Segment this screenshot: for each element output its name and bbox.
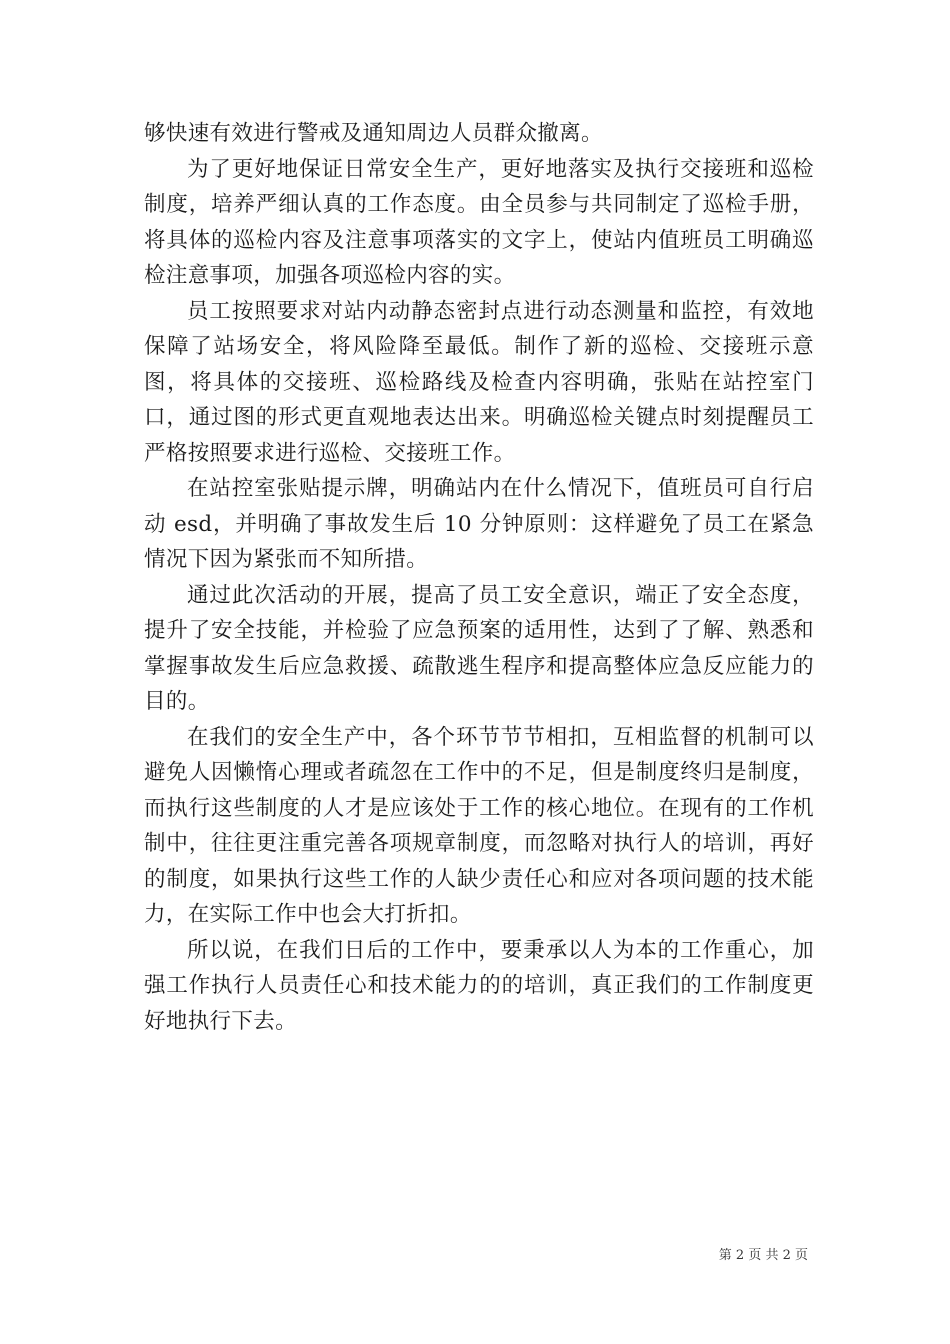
paragraph-esd-notice: 在站控室张贴提示牌，明确站内在什么情况下，值班员可自行启动 esd，并明确了事故发生后 10 分钟原则：这样避免了员工在紧急情况下因为紧张而不知所措。 [144,476,814,572]
body-text [144,116,814,1039]
paragraph-continuation: 够快速有效进行警戒及通知周边人员群众撤离。 [144,121,603,146]
paragraph-conclusion: 所以说，在我们日后的工作中，要秉承以人为本的工作重心，加强工作执行人员责任心和技术能力的的培训，真正我们的工作制度更好地执行下去。 [144,937,814,1034]
paragraph-safety-mechanism: 在我们的安全生产中，各个环节节节相扣，互相监督的机制可以避免人因懒惰心理或者疏忽在工作中的不足，但是制度终归是制度，而执行这些制度的人才是应该处于工作的核心地位。在现有的工作机制中，往往更注重完善各项规章制度，而忽略对执行人的培训，再好的制度，如果执行这些工作的人缺少责任心和应对各项问题的技术能力，在实际工作中也会大打折扣。 [144,724,814,927]
paragraph-sealing-points: 员工按照要求对站内动静态密封点进行动态测量和监控，有效地保障了站场安全，将风险降至最低。制作了新的巡检、交接班示意图，将具体的交接班、巡检路线及检查内容明确，张贴在站控室门口，通过图的形式更直观地表达出来。明确巡检关键点时刻提醒员工严格按照要求进行巡检、交接班工作。 [144,298,814,466]
page-number-footer: 第 2 页 共 2 页 [718,1248,808,1263]
paragraph-inspection-manual: 为了更好地保证日常安全生产，更好地落实及执行交接班和巡检制度，培养严细认真的工作态度。由全员参与共同制定了巡检手册，将具体的巡检内容及注意事项落实的文字上，使站内值班员工明确巡检注意事项，加强各项巡检内容的实。 [144,156,814,288]
paragraph-activity-results: 通过此次活动的开展，提高了员工安全意识，端正了安全态度，提升了安全技能，并检验了应急预案的适用性，达到了了解、熟悉和掌握事故发生后应急救援、疏散逃生程序和提高整体应急反应能力的目的。 [144,582,814,714]
